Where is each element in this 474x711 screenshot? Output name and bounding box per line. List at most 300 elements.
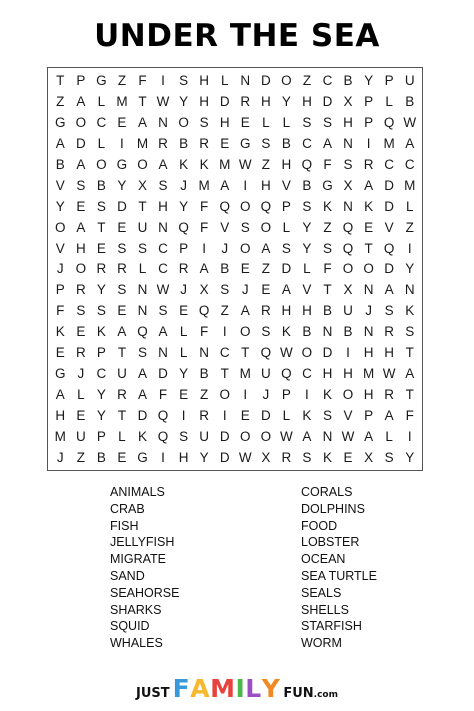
grid-letter[interactable]: A <box>158 156 168 172</box>
grid-letter[interactable]: M <box>54 429 66 445</box>
grid-letter[interactable]: H <box>363 387 374 403</box>
grid-letter[interactable]: U <box>137 219 148 235</box>
grid-letter[interactable]: V <box>343 408 353 424</box>
grid-letter[interactable]: C <box>96 366 107 382</box>
grid-letter[interactable]: Q <box>301 156 313 172</box>
grid-letter[interactable]: Z <box>405 219 414 235</box>
grid-letter[interactable]: R <box>158 135 168 151</box>
grid-letter[interactable]: E <box>117 114 127 130</box>
grid-letter[interactable]: Y <box>302 240 312 256</box>
grid-letter[interactable]: E <box>76 324 86 340</box>
grid-letter[interactable]: I <box>202 240 207 256</box>
grid-letter[interactable]: O <box>260 429 272 445</box>
grid-letter[interactable]: O <box>240 429 251 445</box>
grid-letter[interactable]: T <box>138 198 147 214</box>
grid-letter[interactable]: J <box>180 177 187 193</box>
grid-letter[interactable]: A <box>384 282 394 298</box>
grid-letter[interactable]: Q <box>281 366 292 382</box>
grid-letter[interactable]: L <box>303 261 311 277</box>
grid-letter[interactable]: C <box>302 366 312 382</box>
grid-letter[interactable]: A <box>117 324 127 340</box>
grid-letter[interactable]: R <box>75 282 86 298</box>
grid-letter[interactable]: O <box>342 387 354 403</box>
grid-letter[interactable]: D <box>117 198 127 214</box>
grid-letter[interactable]: S <box>302 198 312 214</box>
grid-letter[interactable]: C <box>404 156 415 172</box>
grid-letter[interactable]: N <box>363 282 374 298</box>
grid-letter[interactable]: S <box>179 429 189 445</box>
grid-letter[interactable]: O <box>301 345 313 361</box>
grid-letter[interactable]: F <box>405 408 414 424</box>
grid-letter[interactable]: B <box>281 135 291 151</box>
grid-letter[interactable]: L <box>97 93 106 109</box>
grid-letter[interactable]: E <box>261 282 271 298</box>
grid-letter[interactable]: Z <box>220 303 229 319</box>
grid-letter[interactable]: R <box>260 303 271 319</box>
grid-letter[interactable]: C <box>322 72 333 88</box>
grid-letter[interactable]: C <box>96 114 107 130</box>
grid-letter[interactable]: S <box>261 135 271 151</box>
grid-letter[interactable]: Q <box>198 303 210 319</box>
grid-letter[interactable]: S <box>322 408 332 424</box>
grid-letter[interactable]: X <box>343 177 353 193</box>
grid-letter[interactable]: V <box>220 219 230 235</box>
grid-letter[interactable]: D <box>75 135 86 151</box>
grid-letter[interactable]: K <box>281 324 291 340</box>
grid-letter[interactable]: S <box>261 324 271 340</box>
grid-letter[interactable]: P <box>55 282 65 298</box>
grid-letter[interactable]: B <box>343 324 353 340</box>
grid-letter[interactable]: O <box>260 219 272 235</box>
grid-letter[interactable]: X <box>364 450 374 466</box>
grid-letter[interactable]: A <box>199 261 209 277</box>
grid-letter[interactable]: S <box>96 303 106 319</box>
grid-letter[interactable]: Y <box>96 282 106 298</box>
grid-letter[interactable]: S <box>240 219 250 235</box>
grid-letter[interactable]: D <box>322 345 333 361</box>
grid-letter[interactable]: N <box>158 345 168 361</box>
grid-letter[interactable]: I <box>181 408 186 424</box>
grid-letter[interactable]: S <box>137 345 147 361</box>
grid-letter[interactable]: B <box>96 450 106 466</box>
grid-letter[interactable]: P <box>364 114 374 130</box>
grid-letter[interactable]: N <box>322 429 333 445</box>
grid-letter[interactable]: H <box>281 303 292 319</box>
grid-letter[interactable]: V <box>55 240 65 256</box>
grid-letter[interactable]: D <box>219 93 230 109</box>
grid-letter[interactable]: X <box>137 177 147 193</box>
grid-letter[interactable]: F <box>200 219 209 235</box>
grid-letter[interactable]: Y <box>405 450 415 466</box>
grid-letter[interactable]: N <box>199 345 210 361</box>
grid-letter[interactable]: E <box>343 450 353 466</box>
grid-letter[interactable]: S <box>405 324 415 340</box>
grid-letter[interactable]: Q <box>260 198 272 214</box>
grid-letter[interactable]: F <box>56 303 65 319</box>
grid-letter[interactable]: Z <box>76 450 85 466</box>
grid-letter[interactable]: A <box>137 114 147 130</box>
grid-letter[interactable]: P <box>364 93 374 109</box>
grid-letter[interactable]: F <box>138 72 147 88</box>
grid-letter[interactable]: I <box>407 429 412 445</box>
grid-letter[interactable]: N <box>343 135 353 151</box>
grid-letter[interactable]: A <box>364 177 374 193</box>
grid-letter[interactable]: R <box>240 93 251 109</box>
grid-letter[interactable]: N <box>137 303 148 319</box>
grid-letter[interactable]: Y <box>179 93 189 109</box>
grid-letter[interactable]: X <box>199 282 209 298</box>
grid-letter[interactable]: A <box>364 429 374 445</box>
grid-letter[interactable]: L <box>220 72 229 88</box>
grid-letter[interactable]: L <box>385 93 393 109</box>
grid-letter[interactable]: A <box>137 387 147 403</box>
grid-letter[interactable]: Z <box>261 261 270 277</box>
grid-letter[interactable]: R <box>117 387 127 403</box>
grid-letter[interactable]: L <box>282 114 291 130</box>
grid-letter[interactable]: W <box>382 366 396 382</box>
grid-letter[interactable]: J <box>180 282 187 298</box>
grid-letter[interactable]: Y <box>281 93 291 109</box>
grid-letter[interactable]: L <box>77 387 85 403</box>
grid-letter[interactable]: Y <box>179 366 189 382</box>
grid-letter[interactable]: O <box>75 114 87 130</box>
grid-letter[interactable]: C <box>219 345 230 361</box>
grid-letter[interactable]: L <box>405 198 414 214</box>
grid-letter[interactable]: Y <box>405 261 415 277</box>
grid-letter[interactable]: O <box>240 198 251 214</box>
grid-letter[interactable]: B <box>343 72 353 88</box>
grid-letter[interactable]: C <box>302 135 312 151</box>
grid-letter[interactable]: Q <box>383 114 395 130</box>
grid-letter[interactable]: F <box>323 156 332 172</box>
grid-letter[interactable]: T <box>56 72 65 88</box>
grid-letter[interactable]: M <box>362 366 375 382</box>
grid-letter[interactable]: B <box>96 177 106 193</box>
grid-letter[interactable]: J <box>241 282 249 298</box>
grid-letter[interactable]: H <box>199 72 210 88</box>
grid-letter[interactable]: S <box>384 303 394 319</box>
grid-letter[interactable]: T <box>138 93 147 109</box>
grid-letter[interactable]: D <box>322 93 333 109</box>
grid-letter[interactable]: I <box>161 72 165 88</box>
grid-letter[interactable]: J <box>365 303 372 319</box>
grid-letter[interactable]: O <box>240 324 251 340</box>
grid-letter[interactable]: P <box>281 387 291 403</box>
grid-letter[interactable]: A <box>76 219 86 235</box>
grid-letter[interactable]: H <box>260 177 271 193</box>
grid-letter[interactable]: M <box>404 177 416 193</box>
grid-letter[interactable]: H <box>322 366 333 382</box>
grid-letter[interactable]: E <box>117 303 127 319</box>
grid-letter[interactable]: S <box>158 177 168 193</box>
grid-letter[interactable]: E <box>179 387 189 403</box>
grid-letter[interactable]: Q <box>157 408 169 424</box>
grid-letter[interactable]: H <box>260 93 271 109</box>
grid-letter[interactable]: O <box>240 240 251 256</box>
grid-letter[interactable]: U <box>199 429 210 445</box>
grid-letter[interactable]: L <box>97 135 106 151</box>
grid-letter[interactable]: L <box>118 429 126 445</box>
grid-letter[interactable]: Z <box>323 219 332 235</box>
grid-letter[interactable]: A <box>384 408 394 424</box>
grid-letter[interactable]: E <box>96 240 106 256</box>
grid-letter[interactable]: Z <box>261 156 270 172</box>
grid-letter[interactable]: L <box>262 114 270 130</box>
grid-letter[interactable]: J <box>221 240 229 256</box>
grid-letter[interactable]: K <box>302 408 312 424</box>
grid-letter[interactable]: C <box>384 156 395 172</box>
grid-letter[interactable]: B <box>199 366 209 382</box>
grid-letter[interactable]: O <box>342 261 354 277</box>
grid-letter[interactable]: M <box>219 156 231 172</box>
grid-letter[interactable]: H <box>343 114 353 130</box>
grid-letter[interactable]: I <box>305 387 309 403</box>
grid-letter[interactable]: N <box>363 324 374 340</box>
grid-letter[interactable]: N <box>158 114 168 130</box>
grid-letter[interactable]: M <box>136 135 149 151</box>
grid-letter[interactable]: N <box>240 72 251 88</box>
grid-letter[interactable]: A <box>220 177 230 193</box>
grid-letter[interactable]: L <box>282 408 291 424</box>
grid-letter[interactable]: C <box>158 240 168 256</box>
grid-letter[interactable]: R <box>199 408 210 424</box>
grid-letter[interactable]: Q <box>178 219 189 235</box>
grid-letter[interactable]: G <box>322 177 333 193</box>
grid-letter[interactable]: O <box>55 219 66 235</box>
grid-letter[interactable]: S <box>137 240 147 256</box>
grid-letter[interactable]: Y <box>302 219 312 235</box>
grid-letter[interactable]: G <box>55 366 66 382</box>
grid-letter[interactable]: K <box>179 156 189 172</box>
grid-letter[interactable]: E <box>240 261 250 277</box>
grid-letter[interactable]: X <box>261 450 271 466</box>
grid-letter[interactable]: F <box>158 387 168 403</box>
grid-letter[interactable]: B <box>302 177 312 193</box>
grid-letter[interactable]: N <box>322 324 333 340</box>
grid-letter[interactable]: X <box>343 282 353 298</box>
grid-letter[interactable]: R <box>96 261 107 277</box>
grid-letter[interactable]: S <box>96 198 106 214</box>
grid-letter[interactable]: Q <box>219 198 230 214</box>
grid-letter[interactable]: F <box>200 198 209 214</box>
grid-letter[interactable]: I <box>407 240 412 256</box>
grid-letter[interactable]: I <box>366 135 371 151</box>
grid-letter[interactable]: C <box>158 261 168 277</box>
grid-letter[interactable]: H <box>302 93 312 109</box>
word-search-grid[interactable] <box>47 67 423 471</box>
grid-letter[interactable]: Z <box>200 387 209 403</box>
grid-letter[interactable]: B <box>302 324 312 340</box>
grid-letter[interactable]: P <box>281 198 291 214</box>
grid-letter[interactable]: W <box>156 282 170 298</box>
grid-letter[interactable]: Q <box>383 240 395 256</box>
grid-letter[interactable]: B <box>220 261 230 277</box>
grid-letter[interactable]: K <box>322 387 332 403</box>
grid-letter[interactable]: O <box>96 156 107 172</box>
grid-letter[interactable]: K <box>405 303 415 319</box>
grid-letter[interactable]: H <box>178 450 189 466</box>
grid-letter[interactable]: I <box>161 450 165 466</box>
grid-letter[interactable]: S <box>117 240 127 256</box>
grid-letter[interactable]: D <box>384 198 395 214</box>
grid-letter[interactable]: E <box>76 408 86 424</box>
grid-letter[interactable]: B <box>405 93 415 109</box>
grid-letter[interactable]: S <box>117 282 127 298</box>
grid-letter[interactable]: I <box>243 387 248 403</box>
grid-letter[interactable]: O <box>75 261 87 277</box>
grid-letter[interactable]: A <box>405 366 415 382</box>
grid-letter[interactable]: D <box>384 261 395 277</box>
grid-letter[interactable]: U <box>260 366 271 382</box>
grid-letter[interactable]: G <box>116 156 128 172</box>
grid-letter[interactable]: I <box>222 324 227 340</box>
grid-letter[interactable]: Z <box>117 72 127 88</box>
grid-letter[interactable]: S <box>179 72 189 88</box>
grid-letter[interactable]: R <box>363 156 374 172</box>
grid-letter[interactable]: E <box>364 219 374 235</box>
grid-letter[interactable]: W <box>280 345 293 361</box>
grid-letter[interactable]: E <box>55 345 65 361</box>
grid-letter[interactable]: D <box>260 408 271 424</box>
grid-letter[interactable]: G <box>55 114 66 130</box>
grid-letter[interactable]: M <box>239 366 251 382</box>
grid-letter[interactable]: V <box>384 219 394 235</box>
grid-letter[interactable]: L <box>138 261 147 277</box>
grid-letter[interactable]: T <box>364 240 373 256</box>
grid-letter[interactable]: M <box>383 135 395 151</box>
grid-letter[interactable]: S <box>302 114 312 130</box>
grid-letter[interactable]: U <box>75 429 86 445</box>
grid-letter[interactable]: P <box>76 72 86 88</box>
grid-letter[interactable]: H <box>199 93 210 109</box>
grid-letter[interactable]: F <box>200 324 209 340</box>
grid-letter[interactable]: E <box>240 114 250 130</box>
grid-letter[interactable]: H <box>343 366 353 382</box>
grid-letter[interactable]: F <box>323 261 332 277</box>
grid-letter[interactable]: E <box>240 408 250 424</box>
grid-letter[interactable]: I <box>243 177 248 193</box>
grid-letter[interactable]: A <box>55 387 65 403</box>
grid-letter[interactable]: H <box>55 408 66 424</box>
grid-letter[interactable]: Y <box>55 198 65 214</box>
grid-letter[interactable]: K <box>96 324 106 340</box>
grid-letter[interactable]: S <box>384 450 394 466</box>
grid-letter[interactable]: Q <box>260 345 272 361</box>
grid-letter[interactable]: G <box>96 72 107 88</box>
grid-letter[interactable]: Q <box>342 240 354 256</box>
grid-letter[interactable]: W <box>238 450 252 466</box>
grid-letter[interactable]: D <box>137 408 148 424</box>
grid-letter[interactable]: V <box>302 282 312 298</box>
grid-letter[interactable]: S <box>76 303 86 319</box>
grid-letter[interactable]: I <box>120 135 124 151</box>
grid-letter[interactable]: K <box>55 324 65 340</box>
grid-letter[interactable]: S <box>343 156 353 172</box>
grid-letter[interactable]: T <box>117 408 127 424</box>
grid-letter[interactable]: L <box>385 429 393 445</box>
grid-letter[interactable]: D <box>219 429 230 445</box>
grid-letter[interactable]: D <box>219 450 230 466</box>
grid-letter[interactable]: V <box>55 177 65 193</box>
grid-letter[interactable]: B <box>179 135 189 151</box>
grid-letter[interactable]: A <box>76 93 86 109</box>
grid-letter[interactable]: E <box>76 198 86 214</box>
grid-letter[interactable]: R <box>75 345 86 361</box>
grid-letter[interactable]: R <box>384 324 395 340</box>
grid-letter[interactable]: O <box>363 261 374 277</box>
grid-letter[interactable]: D <box>384 177 395 193</box>
grid-letter[interactable]: T <box>405 345 414 361</box>
grid-letter[interactable]: H <box>384 345 395 361</box>
grid-letter[interactable]: A <box>240 303 250 319</box>
grid-letter[interactable]: D <box>158 366 168 382</box>
grid-letter[interactable]: H <box>363 345 374 361</box>
grid-letter[interactable]: R <box>384 387 395 403</box>
grid-letter[interactable]: U <box>404 72 415 88</box>
grid-letter[interactable]: L <box>179 345 188 361</box>
grid-letter[interactable]: Y <box>179 198 189 214</box>
grid-letter[interactable]: J <box>56 450 64 466</box>
grid-letter[interactable]: T <box>97 219 106 235</box>
grid-letter[interactable]: R <box>199 135 210 151</box>
grid-letter[interactable]: Y <box>96 387 106 403</box>
grid-letter[interactable]: A <box>281 282 291 298</box>
grid-letter[interactable]: T <box>117 345 127 361</box>
grid-letter[interactable]: T <box>220 366 229 382</box>
grid-letter[interactable]: M <box>198 177 210 193</box>
grid-letter[interactable]: R <box>281 450 292 466</box>
grid-letter[interactable]: A <box>137 366 147 382</box>
grid-letter[interactable]: T <box>323 282 332 298</box>
grid-letter[interactable]: S <box>281 240 291 256</box>
grid-letter[interactable]: A <box>302 429 312 445</box>
grid-letter[interactable]: E <box>117 219 127 235</box>
grid-letter[interactable]: A <box>322 135 332 151</box>
grid-letter[interactable]: P <box>179 240 189 256</box>
grid-letter[interactable]: N <box>404 282 415 298</box>
grid-letter[interactable]: G <box>240 135 251 151</box>
grid-letter[interactable]: S <box>322 240 332 256</box>
grid-letter[interactable]: B <box>55 156 65 172</box>
grid-letter[interactable]: N <box>343 198 353 214</box>
grid-letter[interactable]: E <box>117 450 127 466</box>
grid-letter[interactable]: A <box>261 240 271 256</box>
grid-letter[interactable]: Y <box>364 72 374 88</box>
grid-letter[interactable]: K <box>364 198 374 214</box>
grid-letter[interactable]: D <box>260 72 271 88</box>
grid-letter[interactable]: E <box>179 303 189 319</box>
grid-letter[interactable]: P <box>364 408 374 424</box>
grid-letter[interactable]: W <box>341 429 355 445</box>
grid-letter[interactable]: K <box>322 198 332 214</box>
grid-letter[interactable]: X <box>343 93 353 109</box>
grid-letter[interactable]: J <box>77 366 85 382</box>
grid-letter[interactable]: O <box>281 72 292 88</box>
grid-letter[interactable]: J <box>56 261 64 277</box>
grid-letter[interactable]: V <box>281 177 291 193</box>
grid-letter[interactable]: M <box>116 93 128 109</box>
grid-letter[interactable]: H <box>158 198 168 214</box>
grid-letter[interactable]: N <box>137 282 148 298</box>
grid-letter[interactable]: U <box>117 366 127 382</box>
grid-letter[interactable]: U <box>343 303 353 319</box>
grid-letter[interactable]: D <box>281 261 292 277</box>
grid-letter[interactable]: S <box>322 114 332 130</box>
grid-letter[interactable]: J <box>262 387 270 403</box>
grid-letter[interactable]: S <box>220 282 230 298</box>
grid-letter[interactable]: Y <box>96 408 106 424</box>
grid-letter[interactable]: H <box>219 114 230 130</box>
